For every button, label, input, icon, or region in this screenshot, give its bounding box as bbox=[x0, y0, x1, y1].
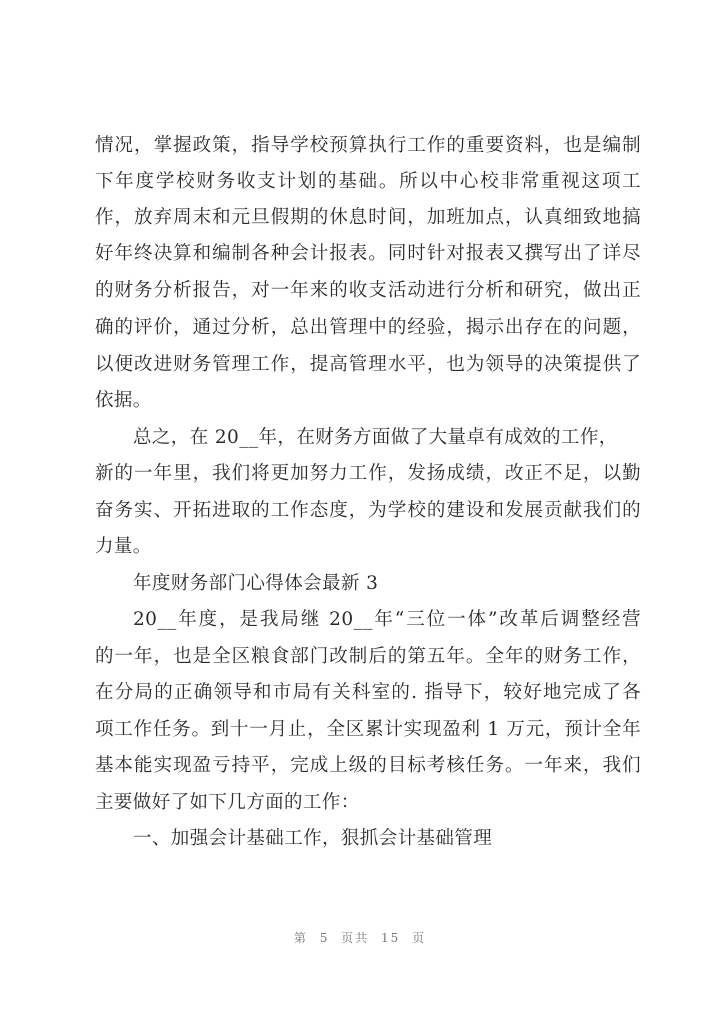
paragraph-line: 下年度学校财务收支计划的基础。所以中心校非常重视这项工 bbox=[95, 171, 641, 192]
paragraph-line: 的一年，也是全区粮食部门改制后的第五年。全年的财务工作， bbox=[95, 646, 641, 667]
paragraph-line: 总之，在 20__年，在财务方面做了大量卓有成效的工作， bbox=[133, 427, 618, 448]
paragraph-line: 依据。 bbox=[95, 390, 152, 411]
paragraph-line: 在分局的正确领导和市局有关科室的. 指导下，较好地完成了各 bbox=[95, 682, 641, 703]
paragraph-line: 好年终决算和编制各种会计报表。同时针对报表又撰写出了详尽 bbox=[95, 243, 641, 264]
paragraph-line: 奋务实、开拓进取的工作态度，为学校的建设和发展贡献我们的 bbox=[95, 500, 641, 521]
paragraph-line: 确的评价，通过分析，总出管理中的经验，揭示出存在的问题， bbox=[95, 317, 641, 338]
paragraph-line: 主要做好了如下几方面的工作： bbox=[95, 792, 360, 813]
paragraph-line: 力量。 bbox=[95, 536, 152, 557]
section-heading: 年度财务部门心得体会最新 3 bbox=[133, 573, 379, 594]
paragraph-line: 基本能实现盈亏持平，完成上级的目标考核任务。一年来，我们 bbox=[95, 755, 641, 776]
paragraph-line: 情况，掌握政策，指导学校预算执行工作的重要资料，也是编制 bbox=[95, 135, 641, 156]
paragraph-line: 20__年度，是我局继 20__年“三位一体”改革后调整经营 bbox=[133, 609, 641, 630]
subsection-heading: 一、加强会计基础工作，狠抓会计基础管理 bbox=[133, 828, 493, 849]
paragraph-line: 作，放弃周末和元旦假期的休息时间，加班加点，认真细致地搞 bbox=[95, 207, 641, 228]
page-number-footer: 第 5 页共 15 页 bbox=[293, 931, 427, 945]
paragraph-line: 的财务分析报告，对一年来的收支活动进行分析和研究，做出正 bbox=[95, 280, 641, 301]
paragraph-line: 新的一年里，我们将更加努力工作，发扬成绩，改正不足，以勤 bbox=[95, 463, 641, 484]
paragraph-line: 项工作任务。到十一月止，全区累计实现盈利 1 万元，预计全年 bbox=[95, 719, 641, 740]
paragraph-line: 以便改进财务管理工作，提高管理水平，也为领导的决策提供了 bbox=[95, 354, 641, 375]
